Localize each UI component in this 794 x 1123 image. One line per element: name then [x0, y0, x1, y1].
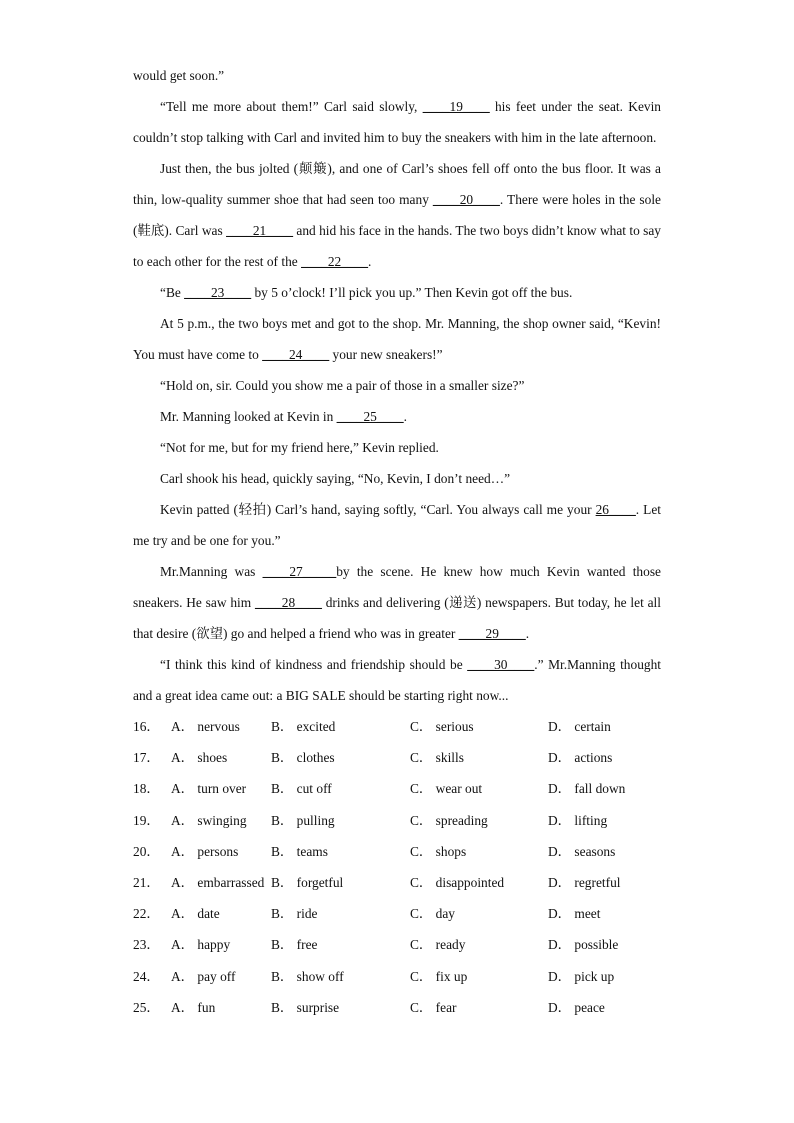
- option-b: B． ride: [271, 906, 318, 922]
- passage-text: his feet under the seat. Kevin couldn’t stop talking with Carl and invited him to buy the sneakers with him in the late afternoon.: [133, 99, 661, 145]
- option-c: C． spreading: [410, 812, 488, 828]
- passage-text: Carl shook his head, quickly saying, “No, Kevin, I don’t need…”: [160, 471, 511, 486]
- passage-paragraph: [133, 153, 661, 277]
- passage-text: Kevin patted (轻拍) Carl’s hand, saying softly, “Carl. You always call me your: [160, 502, 596, 517]
- passage: [133, 60, 661, 711]
- option-c: C． day: [410, 906, 456, 922]
- question-row: [133, 836, 661, 867]
- passage-paragraph: [133, 649, 661, 711]
- answer-blank: ____22____: [301, 254, 369, 269]
- answer-blank: ____28____: [254, 595, 322, 610]
- passage-text: drinks and delivering (递送) newspapers. But today, he let all that desire (欲望) go and helped a friend who was in greater: [133, 595, 661, 641]
- answer-blank: 26____: [595, 502, 636, 517]
- question-number: 25．: [133, 999, 160, 1015]
- option-b: B． teams: [271, 843, 328, 859]
- answer-blank: ____29____: [458, 626, 526, 641]
- document-page: [133, 60, 661, 1023]
- option-d: D． peace: [548, 999, 605, 1015]
- passage-text: “Be: [160, 285, 185, 300]
- question-row: [133, 867, 661, 898]
- passage-text: .: [368, 254, 372, 269]
- passage-text: .: [525, 626, 530, 641]
- question-row: [133, 992, 661, 1023]
- option-a: A． happy: [171, 937, 231, 953]
- question-number: 18．: [133, 781, 160, 797]
- passage-paragraph: [133, 60, 661, 91]
- option-c: C． shops: [410, 843, 467, 859]
- question-row: [133, 929, 661, 960]
- option-d: D． regretful: [548, 874, 621, 890]
- passage-paragraph: [133, 401, 661, 432]
- option-d: D． seasons: [548, 843, 616, 859]
- option-c: C． skills: [410, 750, 464, 766]
- passage-text: . Let me try and be one for you.”: [133, 502, 661, 548]
- question-number: 16．: [133, 719, 160, 734]
- option-b: B． forgetful: [271, 874, 344, 890]
- passage-text: At 5 p.m., the two boys met and got to the shop. Mr. Manning, the shop owner said, “Kevin! You must have come to: [133, 316, 661, 362]
- passage-paragraph: [133, 494, 661, 556]
- answer-blank: ____27_____: [262, 564, 337, 579]
- passage-paragraph: [133, 308, 661, 370]
- question-row: [133, 898, 661, 929]
- question-number: 17．: [133, 750, 160, 766]
- passage-text: .: [403, 409, 407, 424]
- question-number: 22．: [133, 906, 160, 922]
- option-d: D． possible: [548, 937, 619, 953]
- option-a: A． date: [171, 906, 220, 922]
- passage-text: “I think this kind of kindness and friendship should be: [160, 657, 468, 672]
- question-row: [133, 742, 661, 773]
- option-b: B． show off: [271, 968, 344, 984]
- passage-paragraph: [133, 463, 661, 494]
- passage-text: “Hold on, sir. Could you show me a pair of those in a smaller size?”: [160, 378, 525, 393]
- option-a: A． pay off: [171, 968, 236, 984]
- passage-text: Just then, the bus jolted (颠簸), and one of Carl’s shoes fell off onto the bus floor. It was a thin, low-quality summer shoe that had seen too many: [133, 161, 661, 207]
- option-d: D． pick up: [548, 968, 615, 984]
- passage-text: and hid his face in the hands. The two boys didn’t know what to say to each other for the rest of the: [133, 223, 661, 269]
- option-b: B． excited: [271, 719, 336, 734]
- answer-blank: ____25____: [336, 409, 404, 424]
- passage-text: .” Mr.Manning thought and a great idea came out: a BIG SALE should be starting right now...: [133, 657, 662, 703]
- option-a: A． swinging: [171, 812, 247, 828]
- question-number: 21．: [133, 874, 160, 890]
- passage-text: would get soon.”: [133, 68, 225, 83]
- passage-text: Mr. Manning looked at Kevin in: [160, 409, 337, 424]
- option-c: C． wear out: [410, 781, 483, 797]
- option-a: A． embarrassed: [171, 874, 265, 890]
- passage-text: . There were holes in the sole (鞋底). Carl was: [133, 192, 661, 238]
- passage-text: “Not for me, but for my friend here,” Kevin replied.: [160, 440, 439, 455]
- answer-blank: ____19____: [422, 99, 490, 114]
- passage-text: Mr.Manning was: [160, 564, 263, 579]
- option-a: A． nervous: [171, 719, 240, 734]
- option-a: A． shoes: [171, 750, 228, 766]
- passage-text: by the scene. He knew how much Kevin wanted those sneakers. He saw him: [133, 564, 661, 610]
- answer-blank: ____24____: [262, 347, 330, 362]
- option-c: C． ready: [410, 937, 466, 953]
- option-d: D． lifting: [548, 812, 608, 828]
- option-b: B． cut off: [271, 781, 332, 797]
- answer-blank: ____21____: [226, 223, 294, 238]
- option-c: C． fix up: [410, 968, 468, 984]
- passage-paragraph: [133, 277, 661, 308]
- option-d: D． actions: [548, 750, 613, 766]
- option-c: C． serious: [410, 719, 474, 734]
- option-a: A． fun: [171, 999, 216, 1015]
- option-d: D． certain: [548, 719, 611, 734]
- question-number: 24．: [133, 968, 160, 984]
- passage-paragraph: [133, 91, 661, 153]
- option-a: A． persons: [171, 843, 239, 859]
- passage-paragraph: [133, 556, 661, 649]
- option-c: C． disappointed: [410, 874, 505, 890]
- question-row: [133, 711, 661, 742]
- option-b: B． surprise: [271, 999, 340, 1015]
- option-c: C． fear: [410, 999, 457, 1015]
- option-a: A． turn over: [171, 781, 247, 797]
- option-d: D． fall down: [548, 781, 626, 797]
- question-options: [133, 711, 661, 1023]
- question-number: 20．: [133, 843, 160, 859]
- answer-blank: ____30____: [467, 657, 535, 672]
- passage-text: “Tell me more about them!” Carl said slowly,: [160, 99, 423, 114]
- question-row: [133, 961, 661, 992]
- passage-text: by 5 o’clock! I’ll pick you up.” Then Kevin got off the bus.: [251, 285, 573, 300]
- passage-text: your new sneakers!”: [329, 347, 443, 362]
- answer-blank: ____20____: [432, 192, 500, 207]
- option-b: B． pulling: [271, 812, 335, 828]
- option-b: B． clothes: [271, 750, 335, 766]
- question-number: 19．: [133, 812, 160, 828]
- passage-paragraph: [133, 370, 661, 401]
- passage-paragraph: [133, 432, 661, 463]
- answer-blank: ____23____: [184, 285, 252, 300]
- question-number: 23．: [133, 937, 160, 953]
- question-row: [133, 773, 661, 804]
- option-d: D． meet: [548, 906, 601, 922]
- question-row: [133, 805, 661, 836]
- option-b: B． free: [271, 937, 318, 953]
